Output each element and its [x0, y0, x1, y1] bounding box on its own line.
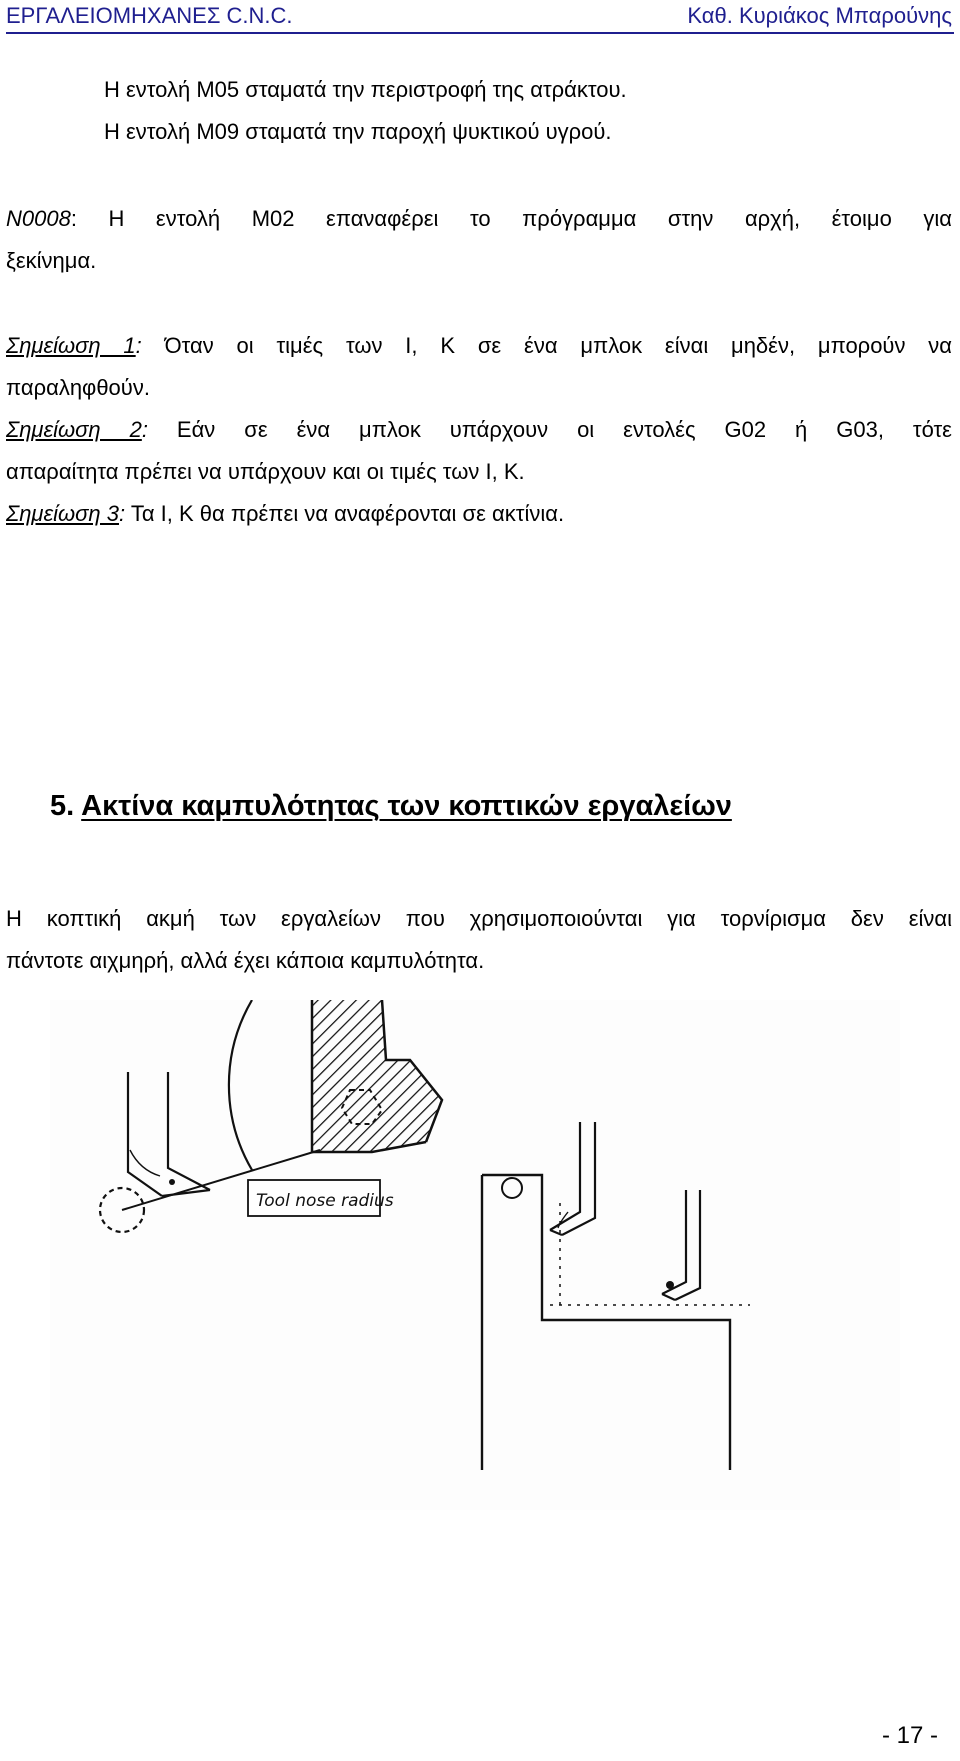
- note2-colon: :: [141, 417, 148, 442]
- section-title: Ακτίνα καμπυλότητας των κοπτικών εργαλείων: [81, 790, 732, 822]
- note2-text: Εάν σε ένα μπλοκ υπάρχουν οι εντολές G02 ή G03, τότε: [147, 417, 952, 442]
- note3-colon: :: [118, 501, 126, 526]
- m09-line: Η εντολή M09 σταματά την παροχή ψυκτικού υγρού.: [104, 119, 612, 144]
- note1-colon: :: [135, 333, 142, 358]
- note1-label: Σημείωση 1: [6, 333, 136, 358]
- note3-text: Τα I, K θα πρέπει να αναφέρονται σε ακτίνια.: [125, 501, 565, 526]
- page-number: - 17 -: [881, 1722, 938, 1749]
- note1-text: Όταν οι τιμές των I, K σε ένα μπλοκ είναι μηδέν, μπορούν να: [141, 333, 952, 358]
- note2-line2: απαραίτητα πρέπει να υπάρχουν και οι τιμές των I, K.: [6, 459, 525, 484]
- tool-nose-figure: [50, 1000, 900, 1510]
- section-text-line1: Η κοπτική ακμή των εργαλείων που χρησιμοποιούνται για τορνίρισμα δεν είναι: [6, 906, 952, 931]
- n0008-label: Ν0008: [6, 206, 71, 231]
- section-text-line2: πάντοτε αιχμηρή, αλλά έχει κάποια καμπυλότητα.: [6, 948, 485, 973]
- n0008-paragraph-line2: ξεκίνημα.: [6, 248, 97, 273]
- m05-line: Η εντολή M05 σταματά την περιστροφή της ατράκτου.: [104, 77, 627, 102]
- section-number: 5.: [50, 790, 75, 822]
- header-divider: [6, 32, 954, 34]
- note2-label: Σημείωση 2: [6, 417, 142, 442]
- header-title: ΕΡΓΑΛΕΙΟΜΗΧΑΝΕΣ C.N.C.: [6, 3, 293, 28]
- note2-line1: [6, 414, 952, 445]
- tool-nose-radius-label: [248, 1180, 394, 1216]
- note3-line: [6, 498, 952, 529]
- n0008-paragraph-line1: [6, 203, 952, 234]
- note1-line1: [6, 330, 952, 361]
- figure-background: [50, 1000, 900, 1510]
- note3-label: Σημείωση 3: [6, 501, 119, 526]
- note1-line2: παραληφθούν.: [6, 375, 150, 400]
- tool-nose-radius-text: Tool nose radius: [256, 1191, 394, 1211]
- header-author: Καθ. Κυριάκος Μπαρούνης: [687, 3, 952, 28]
- section-heading: [50, 790, 732, 823]
- n0008-text: : Η εντολή M02 επαναφέρει το πρόγραμμα στην αρχή, έτοιμο για: [70, 206, 952, 231]
